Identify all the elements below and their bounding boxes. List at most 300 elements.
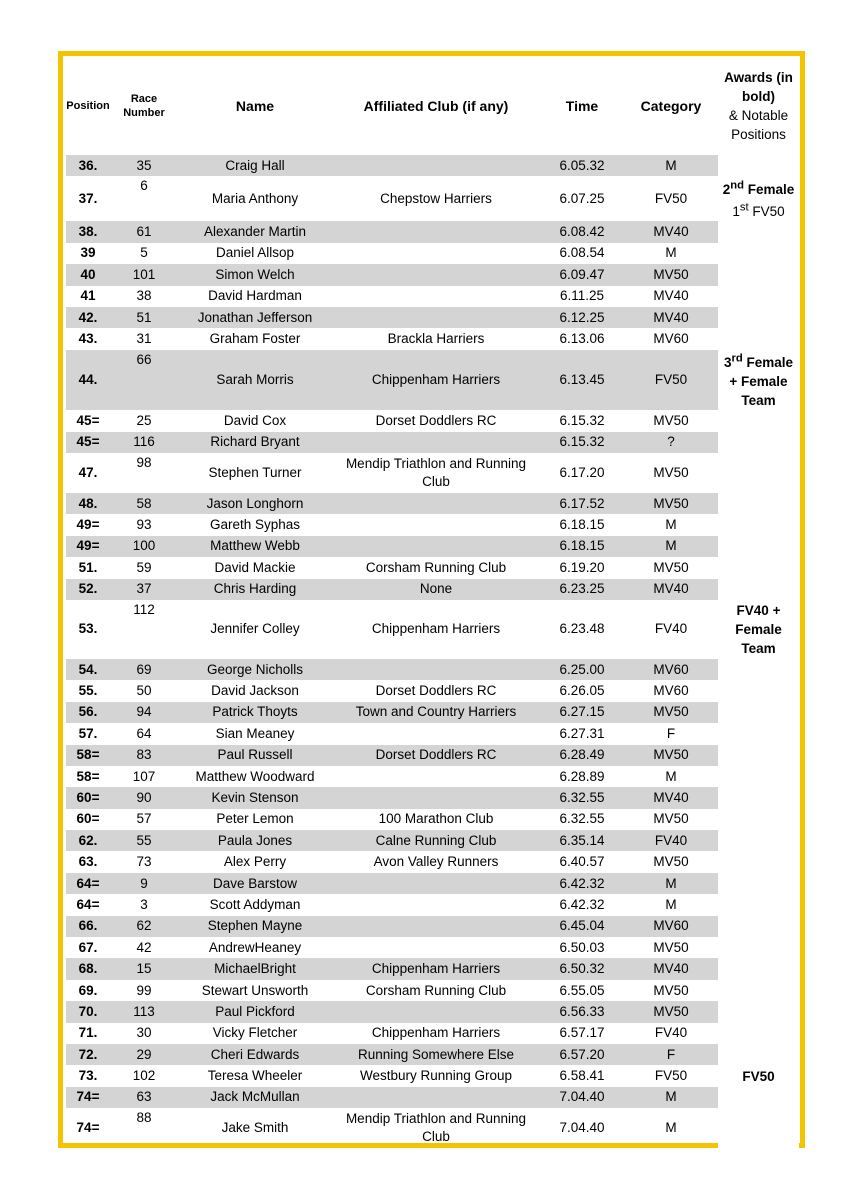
table-row — [66, 176, 799, 221]
cell-race-number: 99 — [136, 982, 152, 998]
cell-award — [718, 1065, 799, 1086]
cell-position: 67. — [78, 939, 98, 955]
table-row — [66, 702, 799, 723]
cell-category: MV60 — [624, 916, 718, 937]
cell-award — [718, 958, 799, 979]
cell-award — [718, 557, 799, 578]
cell-award — [718, 787, 799, 808]
cell-club — [332, 873, 540, 894]
cell-time: 6.28.49 — [540, 745, 624, 766]
cell-race-number: 73 — [136, 854, 152, 870]
cell-club: Chippenham Harriers — [371, 1025, 501, 1041]
cell-award — [718, 830, 799, 851]
cell-position: 55. — [78, 683, 98, 699]
cell-name: Scott Addyman — [209, 896, 301, 912]
table-row — [66, 1044, 799, 1065]
cell-name: Peter Lemon — [216, 811, 294, 827]
cell-time: 6.23.48 — [559, 621, 605, 637]
cell-time: 6.23.25 — [540, 579, 624, 600]
cell-time: 6.40.57 — [559, 854, 605, 870]
cell-club: Mendip Triathlon and Running Club — [345, 456, 527, 490]
cell-time: 6.55.05 — [559, 982, 605, 998]
award-53-line3: Team — [741, 640, 776, 656]
cell-time: 6.42.32 — [540, 873, 624, 894]
cell-award — [718, 307, 799, 328]
table-row — [66, 980, 799, 1001]
cell-time: 6.07.25 — [559, 190, 605, 206]
cell-position: 49= — [66, 536, 110, 557]
cell-race-number: 57 — [136, 811, 152, 827]
table-row — [66, 1065, 799, 1086]
cell-club: Town and Country Harriers — [332, 702, 540, 723]
cell-club: Westbury Running Group — [359, 1068, 513, 1084]
cell-club: Dorset Doddlers RC — [375, 683, 497, 699]
cell-race-number: 107 — [132, 768, 156, 784]
cell-club: Running Somewhere Else — [332, 1044, 540, 1065]
cell-time: 6.12.25 — [540, 307, 624, 328]
cell-name: Paula Jones — [178, 830, 332, 851]
cell-club: Calne Running Club — [332, 830, 540, 851]
cell-race-number: 59 — [136, 559, 152, 575]
cell-time: 6.08.54 — [559, 245, 605, 261]
cell-category: MV40 — [653, 288, 689, 304]
cell-club — [332, 514, 540, 535]
cell-category: MV50 — [624, 264, 718, 285]
cell-time: 6.11.25 — [559, 288, 605, 304]
cell-time: 6.50.03 — [559, 939, 605, 955]
cell-club — [332, 937, 540, 958]
cell-club — [332, 1001, 540, 1022]
cell-name: Dave Barstow — [178, 873, 332, 894]
cell-name: George Nicholls — [178, 659, 332, 680]
cell-position: 51. — [78, 559, 98, 575]
table-row — [66, 1108, 799, 1148]
cell-position: 58= — [76, 768, 100, 784]
cell-name: MichaelBright — [178, 958, 332, 979]
cell-race-number: 69 — [110, 659, 178, 680]
cell-name: David Cox — [223, 412, 287, 428]
cell-award — [718, 579, 799, 600]
cell-position: 53. — [78, 621, 98, 637]
cell-position: 66. — [66, 916, 110, 937]
cell-award — [718, 851, 799, 872]
table-row — [66, 745, 799, 766]
cell-category: F — [666, 725, 676, 741]
cell-club — [332, 286, 540, 307]
cell-club — [332, 723, 540, 744]
cell-club: Corsham Running Club — [365, 982, 507, 998]
cell-name: Craig Hall — [178, 155, 332, 176]
cell-race-number: 58 — [110, 493, 178, 514]
cell-time: 6.17.52 — [540, 493, 624, 514]
header-row — [66, 57, 799, 155]
award-53-line2: Female — [735, 621, 782, 637]
cell-position: 52. — [66, 579, 110, 600]
cell-name: Gareth Syphas — [209, 517, 301, 533]
cell-time: 6.28.89 — [559, 768, 605, 784]
cell-name: Patrick Thoyts — [178, 702, 332, 723]
cell-time: 6.27.31 — [559, 725, 605, 741]
cell-award — [718, 350, 799, 411]
cell-award — [718, 453, 799, 493]
cell-position: 62. — [66, 830, 110, 851]
cell-club: None — [332, 579, 540, 600]
cell-club — [332, 894, 540, 915]
cell-name: Chris Harding — [178, 579, 332, 600]
cell-time: 6.25.00 — [540, 659, 624, 680]
cell-award — [718, 916, 799, 937]
cell-category: FV50 — [624, 350, 718, 411]
cell-time: 6.58.41 — [559, 1068, 605, 1084]
cell-category: ? — [624, 432, 718, 453]
cell-category: FV40 — [654, 621, 688, 637]
cell-award — [718, 1023, 799, 1044]
cell-name: David Hardman — [208, 288, 302, 304]
cell-award — [718, 221, 799, 242]
cell-position: 60= — [66, 787, 110, 808]
cell-category: MV50 — [653, 811, 689, 827]
cell-name: Maria Anthony — [211, 190, 299, 206]
cell-race-number: 6 — [140, 178, 148, 194]
table-row — [66, 493, 799, 514]
cell-time: 6.18.15 — [559, 517, 605, 533]
cell-category: M — [624, 1087, 718, 1108]
cell-position: 64= — [76, 896, 100, 912]
cell-race-number: 93 — [136, 517, 152, 533]
table-row — [66, 514, 799, 535]
table-row — [66, 536, 799, 557]
table-row — [66, 243, 799, 264]
cell-category: MV50 — [624, 702, 718, 723]
cell-category: MV50 — [624, 493, 718, 514]
table-row — [66, 1001, 799, 1022]
cell-position: 45= — [76, 412, 100, 428]
cell-time: 6.27.15 — [540, 702, 624, 723]
cell-club: Dorset Doddlers RC — [375, 412, 497, 428]
cell-race-number: 83 — [110, 745, 178, 766]
cell-race-number: 37 — [110, 579, 178, 600]
cell-time: 6.50.32 — [540, 958, 624, 979]
cell-time: 7.04.40 — [540, 1087, 624, 1108]
table-row — [66, 286, 799, 307]
cell-category: FV40 — [654, 1025, 688, 1041]
cell-name: AndrewHeaney — [208, 939, 302, 955]
cell-name: Richard Bryant — [178, 432, 332, 453]
cell-category: MV40 — [624, 958, 718, 979]
cell-race-number: 50 — [136, 683, 152, 699]
cell-club — [332, 1087, 540, 1108]
cell-award — [718, 514, 799, 535]
cell-award — [718, 1044, 799, 1065]
table-row — [66, 453, 799, 493]
cell-award — [718, 264, 799, 285]
table-row — [66, 1087, 799, 1108]
cell-time: 6.35.14 — [540, 830, 624, 851]
cell-category: FV50 — [654, 190, 688, 206]
cell-position: 48. — [66, 493, 110, 514]
cell-position: 58= — [66, 745, 110, 766]
cell-name: Matthew Webb — [178, 536, 332, 557]
header-name: Name — [235, 98, 275, 114]
cell-time: 7.04.40 — [559, 1120, 605, 1136]
cell-position: 44. — [66, 350, 110, 411]
cell-category: M — [665, 1120, 677, 1136]
cell-category: FV40 — [624, 830, 718, 851]
cell-club: Brackla Harriers — [387, 331, 485, 347]
cell-award — [718, 1087, 799, 1108]
cell-club — [332, 766, 540, 787]
cell-club — [332, 659, 540, 680]
header-category: Category — [640, 98, 702, 114]
cell-race-number: 94 — [110, 702, 178, 723]
cell-category: M — [665, 245, 677, 261]
cell-club: 100 Marathon Club — [378, 811, 494, 827]
cell-name: Jonathan Jefferson — [178, 307, 332, 328]
cell-category: MV50 — [653, 982, 689, 998]
cell-race-number: 116 — [110, 432, 178, 453]
cell-club — [332, 243, 540, 264]
cell-position: 49= — [76, 517, 100, 533]
cell-category: M — [665, 768, 677, 784]
table-row — [66, 155, 799, 176]
cell-award — [718, 1108, 799, 1148]
cell-time: 6.15.32 — [540, 432, 624, 453]
header-club: Affiliated Club (if any) — [363, 98, 509, 114]
table-row — [66, 787, 799, 808]
cell-club — [332, 307, 540, 328]
table-row — [66, 894, 799, 915]
cell-time: 6.57.20 — [540, 1044, 624, 1065]
cell-race-number: 31 — [136, 331, 152, 347]
cell-time: 6.42.32 — [559, 896, 605, 912]
cell-position: 40 — [66, 264, 110, 285]
cell-club: Corsham Running Club — [365, 559, 507, 575]
cell-race-number: 9 — [110, 873, 178, 894]
cell-category: MV60 — [653, 683, 689, 699]
cell-club: Chippenham Harriers — [332, 958, 540, 979]
table-row — [66, 1023, 799, 1044]
header-time: Time — [565, 98, 599, 114]
cell-race-number: 38 — [136, 288, 152, 304]
table-row — [66, 350, 799, 411]
table-row — [66, 830, 799, 851]
cell-time: 6.15.32 — [559, 412, 605, 428]
cell-time: 6.45.04 — [540, 916, 624, 937]
award-37-line1: 2nd Female — [722, 179, 795, 197]
cell-award — [718, 809, 799, 830]
cell-category: M — [624, 155, 718, 176]
cell-race-number: 101 — [110, 264, 178, 285]
cell-time: 6.32.55 — [559, 811, 605, 827]
table-row — [66, 307, 799, 328]
table-row — [66, 600, 799, 659]
cell-category: M — [624, 536, 718, 557]
cell-name: David Mackie — [214, 559, 296, 575]
cell-race-number: 63 — [110, 1087, 178, 1108]
header-awards — [718, 57, 799, 155]
cell-position: 56. — [66, 702, 110, 723]
cell-name: Jake Smith — [221, 1120, 289, 1136]
table-row — [66, 264, 799, 285]
cell-name: Kevin Stenson — [178, 787, 332, 808]
cell-position: 73. — [78, 1068, 98, 1084]
cell-time: 6.09.47 — [540, 264, 624, 285]
cell-name: Sian Meaney — [215, 725, 295, 741]
cell-position: 69. — [78, 982, 98, 998]
cell-race-number: 30 — [136, 1025, 152, 1041]
header-awards-normal: & Notable Positions — [728, 108, 789, 142]
cell-club — [332, 916, 540, 937]
cell-race-number: 61 — [110, 221, 178, 242]
cell-award — [718, 723, 799, 744]
cell-category: MV50 — [653, 854, 689, 870]
table-row — [66, 579, 799, 600]
cell-time: 6.32.55 — [540, 787, 624, 808]
table-row — [66, 680, 799, 701]
cell-category: M — [665, 517, 677, 533]
table-row — [66, 432, 799, 453]
cell-name: Teresa Wheeler — [207, 1068, 303, 1084]
cell-name: Jack McMullan — [178, 1087, 332, 1108]
cell-award — [718, 155, 799, 176]
cell-award — [718, 493, 799, 514]
cell-club — [332, 536, 540, 557]
cell-club — [332, 221, 540, 242]
cell-name: Paul Pickford — [178, 1001, 332, 1022]
table-row — [66, 723, 799, 744]
table-row — [66, 557, 799, 578]
cell-race-number: 55 — [110, 830, 178, 851]
cell-time: 6.08.42 — [540, 221, 624, 242]
cell-club: Chippenham Harriers — [332, 350, 540, 411]
award-37-line2: 1st FV50 — [732, 201, 785, 220]
cell-category: F — [624, 1044, 718, 1065]
cell-time: 6.56.33 — [540, 1001, 624, 1022]
cell-name: Matthew Woodward — [195, 768, 315, 784]
cell-name: Alexander Martin — [178, 221, 332, 242]
cell-position: 63. — [78, 854, 98, 870]
cell-name: Sarah Morris — [178, 350, 332, 411]
cell-club — [332, 432, 540, 453]
cell-position: 42. — [66, 307, 110, 328]
cell-position: 36. — [66, 155, 110, 176]
cell-name: Jason Longhorn — [178, 493, 332, 514]
cell-award — [718, 600, 799, 659]
cell-race-number: 112 — [133, 601, 155, 617]
cell-time: 6.05.32 — [540, 155, 624, 176]
cell-club: Chepstow Harriers — [380, 190, 492, 206]
cell-position: 37. — [78, 190, 98, 206]
cell-position: 45= — [66, 432, 110, 453]
cell-race-number: 29 — [110, 1044, 178, 1065]
cell-position: 57. — [78, 725, 98, 741]
cell-position: 68. — [66, 958, 110, 979]
cell-position: 43. — [78, 331, 98, 347]
cell-category: MV60 — [624, 659, 718, 680]
award-44-line1: 3rd Female — [723, 352, 794, 371]
cell-race-number: 113 — [110, 1001, 178, 1022]
table-row — [66, 410, 799, 431]
cell-race-number: 35 — [110, 155, 178, 176]
table-row — [66, 916, 799, 937]
cell-time: 6.17.20 — [559, 465, 605, 481]
cell-award — [718, 1001, 799, 1022]
results-table — [66, 57, 799, 1148]
cell-award — [718, 410, 799, 431]
header-position: Position — [66, 100, 110, 112]
table-row — [66, 221, 799, 242]
cell-club: Dorset Doddlers RC — [332, 745, 540, 766]
cell-position: 74= — [66, 1087, 110, 1108]
cell-time: 6.26.05 — [559, 683, 605, 699]
cell-club — [332, 787, 540, 808]
cell-category: MV40 — [624, 787, 718, 808]
cell-position: 60= — [76, 811, 100, 827]
cell-race-number: 90 — [110, 787, 178, 808]
cell-award — [718, 680, 799, 701]
cell-award — [718, 328, 799, 349]
cell-award — [718, 536, 799, 557]
cell-award — [718, 243, 799, 264]
cell-category: MV40 — [624, 579, 718, 600]
cell-category: M — [665, 896, 677, 912]
cell-race-number: 62 — [110, 916, 178, 937]
cell-race-number: 25 — [136, 412, 152, 428]
cell-position: 54. — [66, 659, 110, 680]
header-awards-bold: Awards (in bold) — [724, 70, 793, 104]
cell-award — [718, 659, 799, 680]
cell-time: 6.13.06 — [559, 331, 605, 347]
cell-name: Paul Russell — [178, 745, 332, 766]
cell-position: 72. — [66, 1044, 110, 1065]
cell-time: 6.18.15 — [540, 536, 624, 557]
cell-club — [332, 155, 540, 176]
cell-category: MV50 — [653, 412, 689, 428]
cell-race-number: 42 — [136, 939, 152, 955]
cell-award — [718, 286, 799, 307]
cell-award — [718, 176, 799, 221]
award-44-line2: + Female — [729, 374, 788, 390]
award-44-line3: Team — [741, 393, 776, 409]
cell-club: Mendip Triathlon and Running Club — [345, 1111, 527, 1145]
cell-award — [718, 980, 799, 1001]
cell-category: MV50 — [653, 559, 689, 575]
cell-position: 71. — [78, 1025, 98, 1041]
cell-name: Graham Foster — [209, 331, 301, 347]
cell-name: Simon Welch — [178, 264, 332, 285]
cell-name: Stephen Mayne — [178, 916, 332, 937]
cell-position: 38. — [66, 221, 110, 242]
cell-position: 39 — [80, 245, 96, 261]
table-row — [66, 766, 799, 787]
cell-category: MV40 — [624, 221, 718, 242]
cell-category: FV50 — [654, 1068, 688, 1084]
cell-race-number: 5 — [140, 245, 148, 261]
cell-award — [718, 745, 799, 766]
header-race-number: Race Number — [123, 93, 165, 119]
cell-club: Avon Valley Runners — [373, 854, 499, 870]
cell-club: Chippenham Harriers — [371, 621, 501, 637]
cell-category: MV50 — [624, 745, 718, 766]
cell-name: Daniel Allsop — [215, 245, 295, 261]
table-row — [66, 873, 799, 894]
cell-race-number: 88 — [136, 1110, 152, 1126]
cell-award — [718, 702, 799, 723]
award-53-line1: FV40 + — [736, 602, 781, 618]
cell-race-number: 15 — [110, 958, 178, 979]
cell-name: Cheri Edwards — [178, 1044, 332, 1065]
cell-time: 6.13.45 — [540, 350, 624, 411]
